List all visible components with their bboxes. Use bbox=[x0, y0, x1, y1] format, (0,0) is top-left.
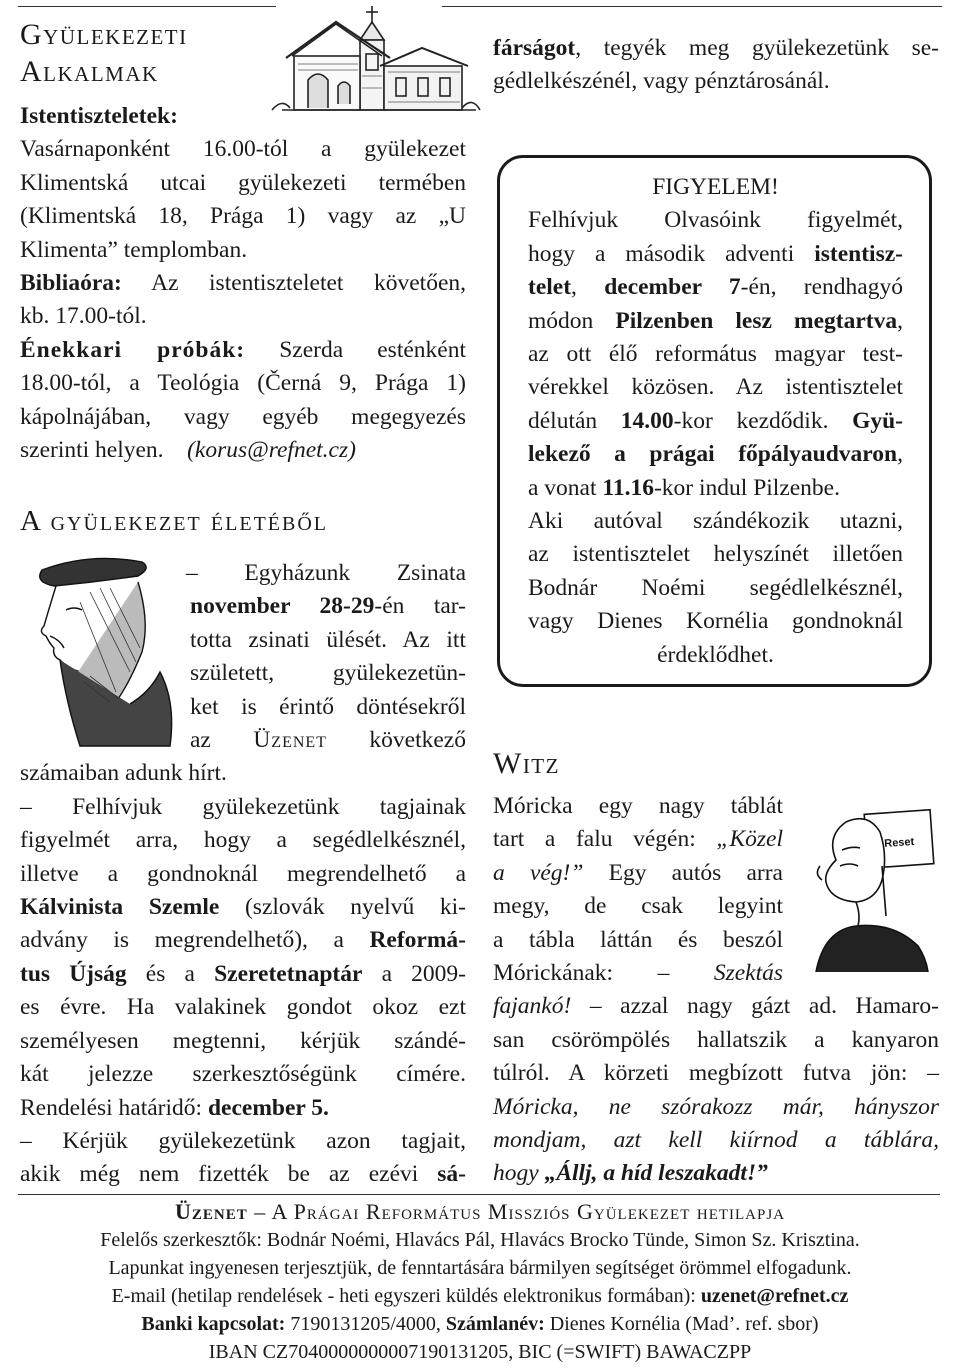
istentiszteletek-label: Istentiszteletek: bbox=[20, 103, 178, 129]
text-line: kb. 17.00-tól. bbox=[20, 303, 147, 330]
text-line: számaiban adunk hírt. bbox=[20, 760, 227, 787]
text-line bbox=[528, 438, 903, 471]
text-span: fajankó! bbox=[493, 993, 572, 1020]
text-line: – Felhívjuk gyülekezetünk tagjainak bbox=[20, 793, 466, 820]
text-span: Szektás bbox=[713, 960, 783, 987]
text-span: az bbox=[190, 727, 254, 754]
footer bbox=[20, 1198, 940, 1366]
witz-block bbox=[493, 790, 939, 1191]
text-span: Mórickának: – bbox=[493, 960, 714, 987]
notice-content bbox=[528, 171, 903, 672]
text-line: kát jelezze szerkesztőségünk címére. bbox=[20, 1061, 466, 1088]
uzenet-name: Üzenet bbox=[253, 727, 327, 754]
text-line: Felhívjuk Olvasóink figyelmét, bbox=[528, 207, 903, 234]
footer-title-rest: – A Prágai Református Missziós Gyülekezet hetilapja bbox=[247, 1199, 786, 1224]
train-time: 11.16 bbox=[602, 474, 654, 501]
text-span: -kor kezdődik. bbox=[673, 407, 853, 434]
bibliaora-label: Bibliaóra: bbox=[20, 270, 122, 297]
text-line: totta zsinati ülését. Az itt bbox=[190, 626, 466, 653]
kalvinista-szemle: Kálvinista Szemle bbox=[20, 894, 220, 921]
text-span: mondjam, azt kell kiírnod a táblára, bbox=[493, 1127, 939, 1154]
text-span: tart a falu végén: bbox=[493, 826, 717, 853]
text-line: illetve a gondnoknál megrendelhető a bbox=[20, 860, 466, 887]
section-title-line: Gyülekezeti bbox=[20, 18, 188, 51]
text-line: Bodnár Noémi segédlelkésznél, bbox=[528, 574, 903, 601]
text-line bbox=[493, 857, 783, 890]
text-line bbox=[493, 1091, 939, 1124]
text-span: Rendelési határidő: bbox=[20, 1094, 208, 1121]
notice-box bbox=[497, 155, 932, 687]
reformatus-ujsag-end: tus Újság bbox=[20, 960, 127, 987]
text-span: szerinti helyen. bbox=[20, 437, 164, 464]
text-line: – Kérjük gyülekezetünk azon tagjait, bbox=[20, 1127, 466, 1154]
text-span: hogy bbox=[493, 1160, 545, 1187]
footer-email-link[interactable]: uzenet@refnet.cz bbox=[700, 1285, 849, 1307]
text-line bbox=[493, 1157, 939, 1190]
text-span: -én tar- bbox=[374, 593, 466, 620]
text-line bbox=[493, 823, 783, 856]
services-block bbox=[20, 100, 466, 467]
footer-bank-line bbox=[20, 1310, 940, 1338]
text-line bbox=[493, 957, 783, 990]
eletebol-block bbox=[20, 557, 466, 1192]
text-span: advány is megrendelhető), a bbox=[20, 927, 370, 954]
text-line: gédlelkészénél, vagy pénztárosánál. bbox=[493, 68, 830, 95]
text-line: vérekkel közösen. Az istentisztelet bbox=[528, 374, 903, 401]
text-line: született, gyülekezetün- bbox=[190, 660, 466, 687]
text-span: , tegyék meg gyülekezetünk se- bbox=[575, 35, 939, 61]
service-time: 14.00 bbox=[620, 407, 674, 434]
text-line: es évre. Ha valakinek gondot okoz ezt bbox=[20, 994, 466, 1021]
text-span: , bbox=[897, 307, 903, 334]
text-line bbox=[493, 990, 939, 1023]
text-span: Móricka, ne szórakozz már, hányszor bbox=[493, 1093, 939, 1120]
right-top-block bbox=[493, 32, 939, 99]
text-line bbox=[528, 305, 903, 338]
reformatus-ujsag: Reformá- bbox=[369, 927, 466, 954]
text-line bbox=[20, 891, 466, 924]
text-line bbox=[528, 472, 903, 505]
text-span: a vonat bbox=[528, 474, 603, 501]
section-title-eletebol: A gyülekezet életéből bbox=[20, 505, 329, 537]
text-line bbox=[190, 724, 466, 757]
text-line bbox=[20, 1092, 466, 1125]
text-span: (szlovák nyelvű ki- bbox=[219, 894, 466, 921]
text-span: hogy a második adventi bbox=[528, 240, 815, 267]
text-line: Aki autóval szándékozik utazni, bbox=[528, 508, 903, 535]
text-line: kápolnájában, vagy egyéb megegyezés bbox=[20, 403, 466, 430]
enekkari-line bbox=[20, 334, 466, 367]
section-title-alkalmak bbox=[20, 16, 280, 90]
text-line: túlról. A körzeti megbízott futva jön: – bbox=[493, 1060, 939, 1087]
text-line: megy, de csak legyint bbox=[493, 893, 783, 920]
text-span: délután bbox=[528, 407, 621, 434]
footer-title bbox=[20, 1198, 940, 1226]
szeretetnaptar: Szeretetnaptár bbox=[214, 960, 363, 987]
text-line bbox=[528, 271, 903, 304]
text-line bbox=[528, 238, 903, 271]
text-span: a 2009- bbox=[362, 960, 466, 987]
text-line: az ott élő református magyar test- bbox=[528, 341, 903, 368]
text-line bbox=[20, 924, 466, 957]
text-span: akik még nem fizették be az ezévi bbox=[20, 1161, 438, 1188]
text-span: „Közel bbox=[716, 826, 783, 853]
text-span: Gyü- bbox=[852, 407, 904, 434]
sign-text: Reset bbox=[883, 835, 915, 851]
text-line: Klimenta” templomban. bbox=[20, 236, 248, 263]
bibliaora-line bbox=[20, 267, 466, 300]
top-rule-left bbox=[18, 6, 276, 7]
text-line: (Klimentská 18, Prága 1) vagy az „U bbox=[20, 203, 466, 230]
account-value: Dienes Kornélia (Mad’. ref. sbor) bbox=[544, 1313, 819, 1335]
footer-rule bbox=[18, 1194, 940, 1195]
enekkari-label: Énekkari próbák: bbox=[20, 336, 246, 363]
text-span: és a bbox=[126, 960, 215, 987]
text-span: , bbox=[571, 274, 605, 301]
bank-label: Banki kapcsolat: bbox=[141, 1313, 286, 1335]
service-location: Pilzenben lesz megtartva bbox=[615, 307, 898, 334]
text-line: Móricka egy nagy táblát bbox=[493, 793, 783, 819]
footer-title-name: Üzenet bbox=[174, 1199, 248, 1224]
bank-value: 7190131205/4000, bbox=[285, 1313, 446, 1335]
text-span: fárságot bbox=[493, 35, 576, 61]
meeting-point: lekező a prágai főpályaudvaron bbox=[528, 441, 898, 468]
top-rule-right bbox=[442, 6, 942, 7]
text-span: istentisz- bbox=[814, 240, 903, 267]
account-label: Számlanév: bbox=[445, 1313, 545, 1335]
text-line: ket is érintő döntésekről bbox=[190, 693, 466, 720]
notice-heading: FIGYELEM! bbox=[652, 174, 779, 200]
choir-email-link[interactable]: (korus@refnet.cz) bbox=[187, 437, 356, 464]
text-line bbox=[493, 32, 939, 65]
text-line: Klimentská utcai gyülekezeti termében bbox=[20, 169, 466, 196]
text-span: , bbox=[897, 441, 903, 468]
text-line: a tábla láttán és beszól bbox=[493, 926, 783, 953]
text-line: san csörömpölés hallatszik a kanyaron bbox=[493, 1026, 939, 1053]
footer-iban: IBAN CZ7040000000007190131205, BIC (=SWIFT) BAWACZPP bbox=[208, 1341, 752, 1363]
text-line bbox=[20, 1158, 466, 1191]
text-line bbox=[528, 405, 903, 438]
service-date: december 7 bbox=[604, 274, 741, 301]
church-illustration bbox=[262, 4, 484, 114]
punchline: „Állj, a híd leszakadt!” bbox=[544, 1160, 768, 1187]
text-line: – Egyházunk Zsinata bbox=[186, 560, 466, 586]
section-title-witz: Witz bbox=[493, 747, 560, 780]
text-line: vagy Dienes Kornélia gondnoknál bbox=[528, 608, 903, 635]
text-line: figyelmét arra, hogy a segédlelkésznél, bbox=[20, 827, 466, 854]
text-line bbox=[190, 590, 466, 623]
text-line: az istentisztelet helyszínét illetően bbox=[528, 541, 903, 568]
section-title-line: Alkalmak bbox=[20, 55, 159, 88]
text-line: érdeklődhet. bbox=[657, 641, 774, 668]
text-line: személyesen megtenni, kérjük szándé- bbox=[20, 1027, 466, 1054]
text-span: telet bbox=[528, 274, 572, 301]
footer-free-note: Lapunkat ingyenesen terjesztjük, de fenntartására bármilyen segítséget örömmel elfogadunk. bbox=[108, 1257, 852, 1279]
text-span: Egy autós arra bbox=[583, 859, 783, 886]
text-line bbox=[493, 1124, 939, 1157]
text-span: -én, rendhagyó bbox=[740, 274, 903, 301]
text-span: E-mail (hetilap rendelések - heti egyszeri küldés elektronikus formában): bbox=[111, 1285, 701, 1307]
text-span: módon bbox=[528, 307, 616, 334]
text-line: 18.00-tól, a Teológia (Černá 9, Prága 1) bbox=[20, 370, 466, 397]
synod-date: november 28-29 bbox=[190, 593, 375, 620]
text-line: Vasárnaponként 16.00-tól a gyülekezet bbox=[20, 136, 466, 163]
text-span: Az istentiszteletet követően, bbox=[121, 270, 466, 297]
text-line bbox=[20, 958, 466, 991]
footer-editors: Felelős szerkesztők: Bodnár Noémi, Hlavács Pál, Hlavács Brocko Tünde, Simon Sz. Krisztina. bbox=[100, 1229, 860, 1251]
text-span: -kor indul Pilzenbe. bbox=[653, 474, 840, 501]
text-span: Szerda esténként bbox=[245, 336, 466, 363]
text-span: a vég!” bbox=[493, 859, 584, 886]
order-deadline: december 5. bbox=[207, 1094, 329, 1121]
text-span: – azzal nagy gázt ad. Hamaro- bbox=[571, 993, 939, 1020]
text-line bbox=[20, 434, 466, 467]
text-span: sá- bbox=[437, 1161, 466, 1188]
footer-email-line bbox=[20, 1282, 940, 1310]
text-span: következő bbox=[326, 727, 466, 754]
